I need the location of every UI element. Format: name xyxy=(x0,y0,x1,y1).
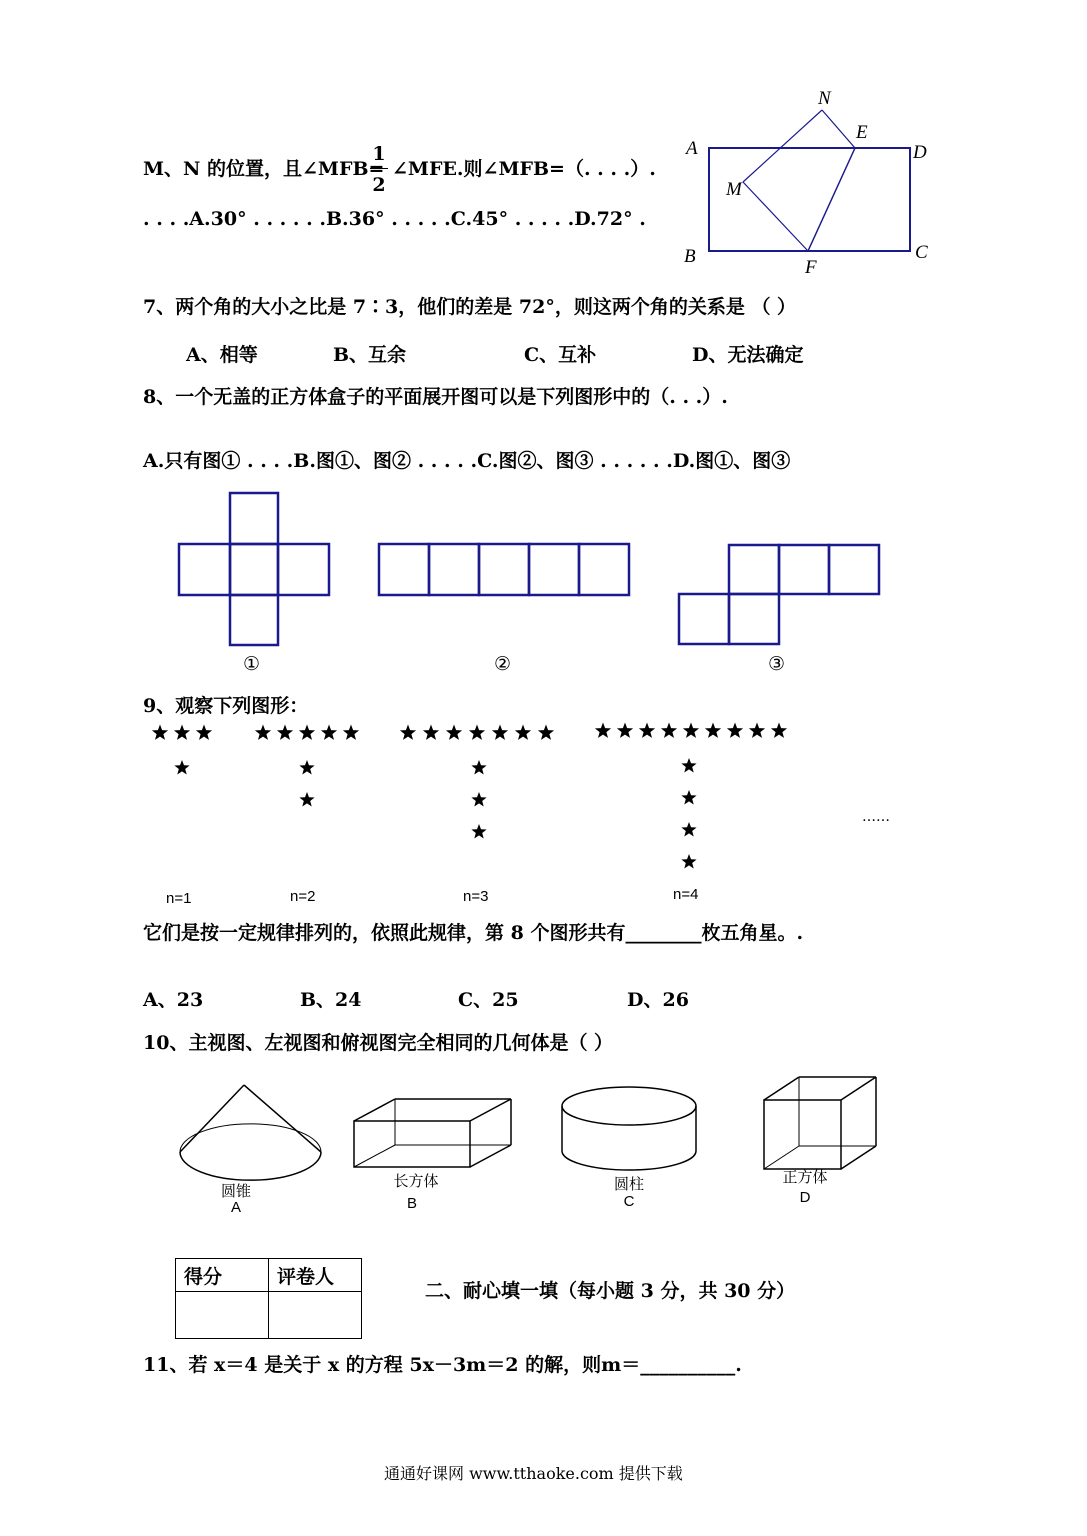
q9-option-d: D、26 xyxy=(627,989,689,1011)
star-icon xyxy=(771,723,787,738)
q7-option-d: D、无法确定 xyxy=(692,344,804,366)
star-icon xyxy=(471,760,486,775)
point-b-label: B xyxy=(684,246,696,267)
q7-option-c: C、互补 xyxy=(524,344,597,366)
n4-label: n=4 xyxy=(673,886,699,903)
star-icon xyxy=(174,725,190,740)
star-icon xyxy=(617,723,633,738)
star-icon xyxy=(196,725,212,740)
net-3-label: ③ xyxy=(768,653,786,675)
score-header: 得分 xyxy=(176,1259,269,1292)
cone-shape xyxy=(180,1085,321,1180)
cube-shape xyxy=(764,1077,876,1169)
q11-stem: 11、若 x＝4 是关于 x 的方程 5x－3m＝2 的解，则m＝__________. xyxy=(143,1354,742,1376)
star-icon xyxy=(174,760,189,775)
section-2-title: 二、耐心填一填（每小题 3 分，共 30 分） xyxy=(425,1280,796,1302)
shape-a-name: 圆锥 xyxy=(220,1183,251,1200)
q6-options: . . . .A.30° . . . . . .B.36° . . . . .C.45° . . . . .D.72° . xyxy=(143,208,646,230)
point-d-label: D xyxy=(913,142,927,163)
star-icon xyxy=(749,723,765,738)
q8-options: A.只有图① . . . .B.图①、图② . . . . .C.图②、图③ . . . . . .D.图①、图③ xyxy=(143,450,791,472)
cylinder-shape xyxy=(562,1087,696,1170)
star-icon xyxy=(681,822,696,837)
star-icon xyxy=(515,725,531,740)
shape-d-letter: D xyxy=(799,1189,811,1206)
star-icon xyxy=(471,824,486,839)
frac-bar xyxy=(370,168,388,169)
star-icon xyxy=(705,723,721,738)
q7-stem: 7、两个角的大小之比是 7∶3，他们的差是 72°，则这两个角的关系是 （ ） xyxy=(143,296,797,318)
star-icon xyxy=(152,725,168,740)
score-cell xyxy=(176,1292,269,1339)
point-n-label: N xyxy=(818,88,831,109)
star-icon xyxy=(727,723,743,738)
grader-cell xyxy=(269,1292,362,1339)
continuation-dots: …… xyxy=(862,809,890,825)
n1-label: n=1 xyxy=(166,890,192,907)
star-icon xyxy=(661,723,677,738)
q6-stem-a: M、N 的位置，且∠MFB= xyxy=(143,158,385,180)
net-2-label: ② xyxy=(494,653,512,675)
q7-option-b: B、互余 xyxy=(333,344,407,366)
q10-stem: 10、主视图、左视图和俯视图完全相同的几何体是（ ） xyxy=(143,1032,614,1054)
star-icon xyxy=(446,725,462,740)
q6-frac-den: 2 xyxy=(372,174,386,196)
shape-c-letter: C xyxy=(623,1193,635,1210)
point-m-label: M xyxy=(726,179,742,200)
star-icon xyxy=(681,790,696,805)
net-1 xyxy=(179,493,329,645)
cuboid-shape xyxy=(354,1099,511,1167)
grader-header: 评卷人 xyxy=(269,1259,362,1292)
star-icon xyxy=(683,723,699,738)
point-e-label: E xyxy=(856,122,868,143)
score-table xyxy=(175,1258,362,1339)
net-2 xyxy=(379,544,629,595)
star-icon xyxy=(639,723,655,738)
q9-stem: 9、观察下列图形： xyxy=(143,695,309,717)
star-icon xyxy=(538,725,554,740)
star-icon xyxy=(469,725,485,740)
net-1-label: ① xyxy=(243,653,261,675)
q9-option-b: B、24 xyxy=(300,989,362,1011)
q6-stem-b: ∠MFE.则∠MFB=（. . . .）. xyxy=(392,158,656,180)
star-icon xyxy=(255,725,271,740)
point-c-label: C xyxy=(915,242,928,263)
shape-b-name: 长方体 xyxy=(393,1173,439,1190)
star-icon xyxy=(423,725,439,740)
star-pattern xyxy=(152,723,787,869)
point-f-label: F xyxy=(805,257,817,278)
point-a-label: A xyxy=(686,138,698,159)
q8-stem: 8、一个无盖的正方体盒子的平面展开图可以是下列图形中的（. . .）. xyxy=(143,386,728,408)
n2-label: n=2 xyxy=(290,888,316,905)
line-ef xyxy=(808,148,855,251)
star-icon xyxy=(681,758,696,773)
star-icon xyxy=(471,792,486,807)
q7-option-a: A、相等 xyxy=(186,344,258,366)
shape-c-name: 圆柱 xyxy=(613,1176,644,1193)
star-icon xyxy=(299,725,315,740)
n3-label: n=3 xyxy=(463,888,489,905)
star-icon xyxy=(321,725,337,740)
q6-frac-num: 1 xyxy=(372,143,386,165)
shape-a-letter: A xyxy=(230,1199,241,1216)
star-icon xyxy=(595,723,611,738)
star-icon xyxy=(681,854,696,869)
star-icon xyxy=(299,792,314,807)
star-icon xyxy=(277,725,293,740)
shape-d-name: 正方体 xyxy=(782,1169,828,1186)
shape-b-letter: B xyxy=(406,1195,417,1212)
q9-question: 它们是按一定规律排列的，依照此规律，第 8 个图形共有________枚五角星。. xyxy=(143,922,804,944)
q9-option-a: A、23 xyxy=(143,989,204,1011)
line-ne xyxy=(822,110,855,148)
line-mf xyxy=(743,182,808,251)
q9-option-c: C、25 xyxy=(458,989,519,1011)
star-icon xyxy=(400,725,416,740)
star-icon xyxy=(299,760,314,775)
footer-text: 通通好课网 www.tthaoke.com 提供下载 xyxy=(384,1464,683,1483)
star-icon xyxy=(492,725,508,740)
star-icon xyxy=(343,725,359,740)
net-3 xyxy=(679,545,879,644)
line-mn xyxy=(743,110,822,182)
